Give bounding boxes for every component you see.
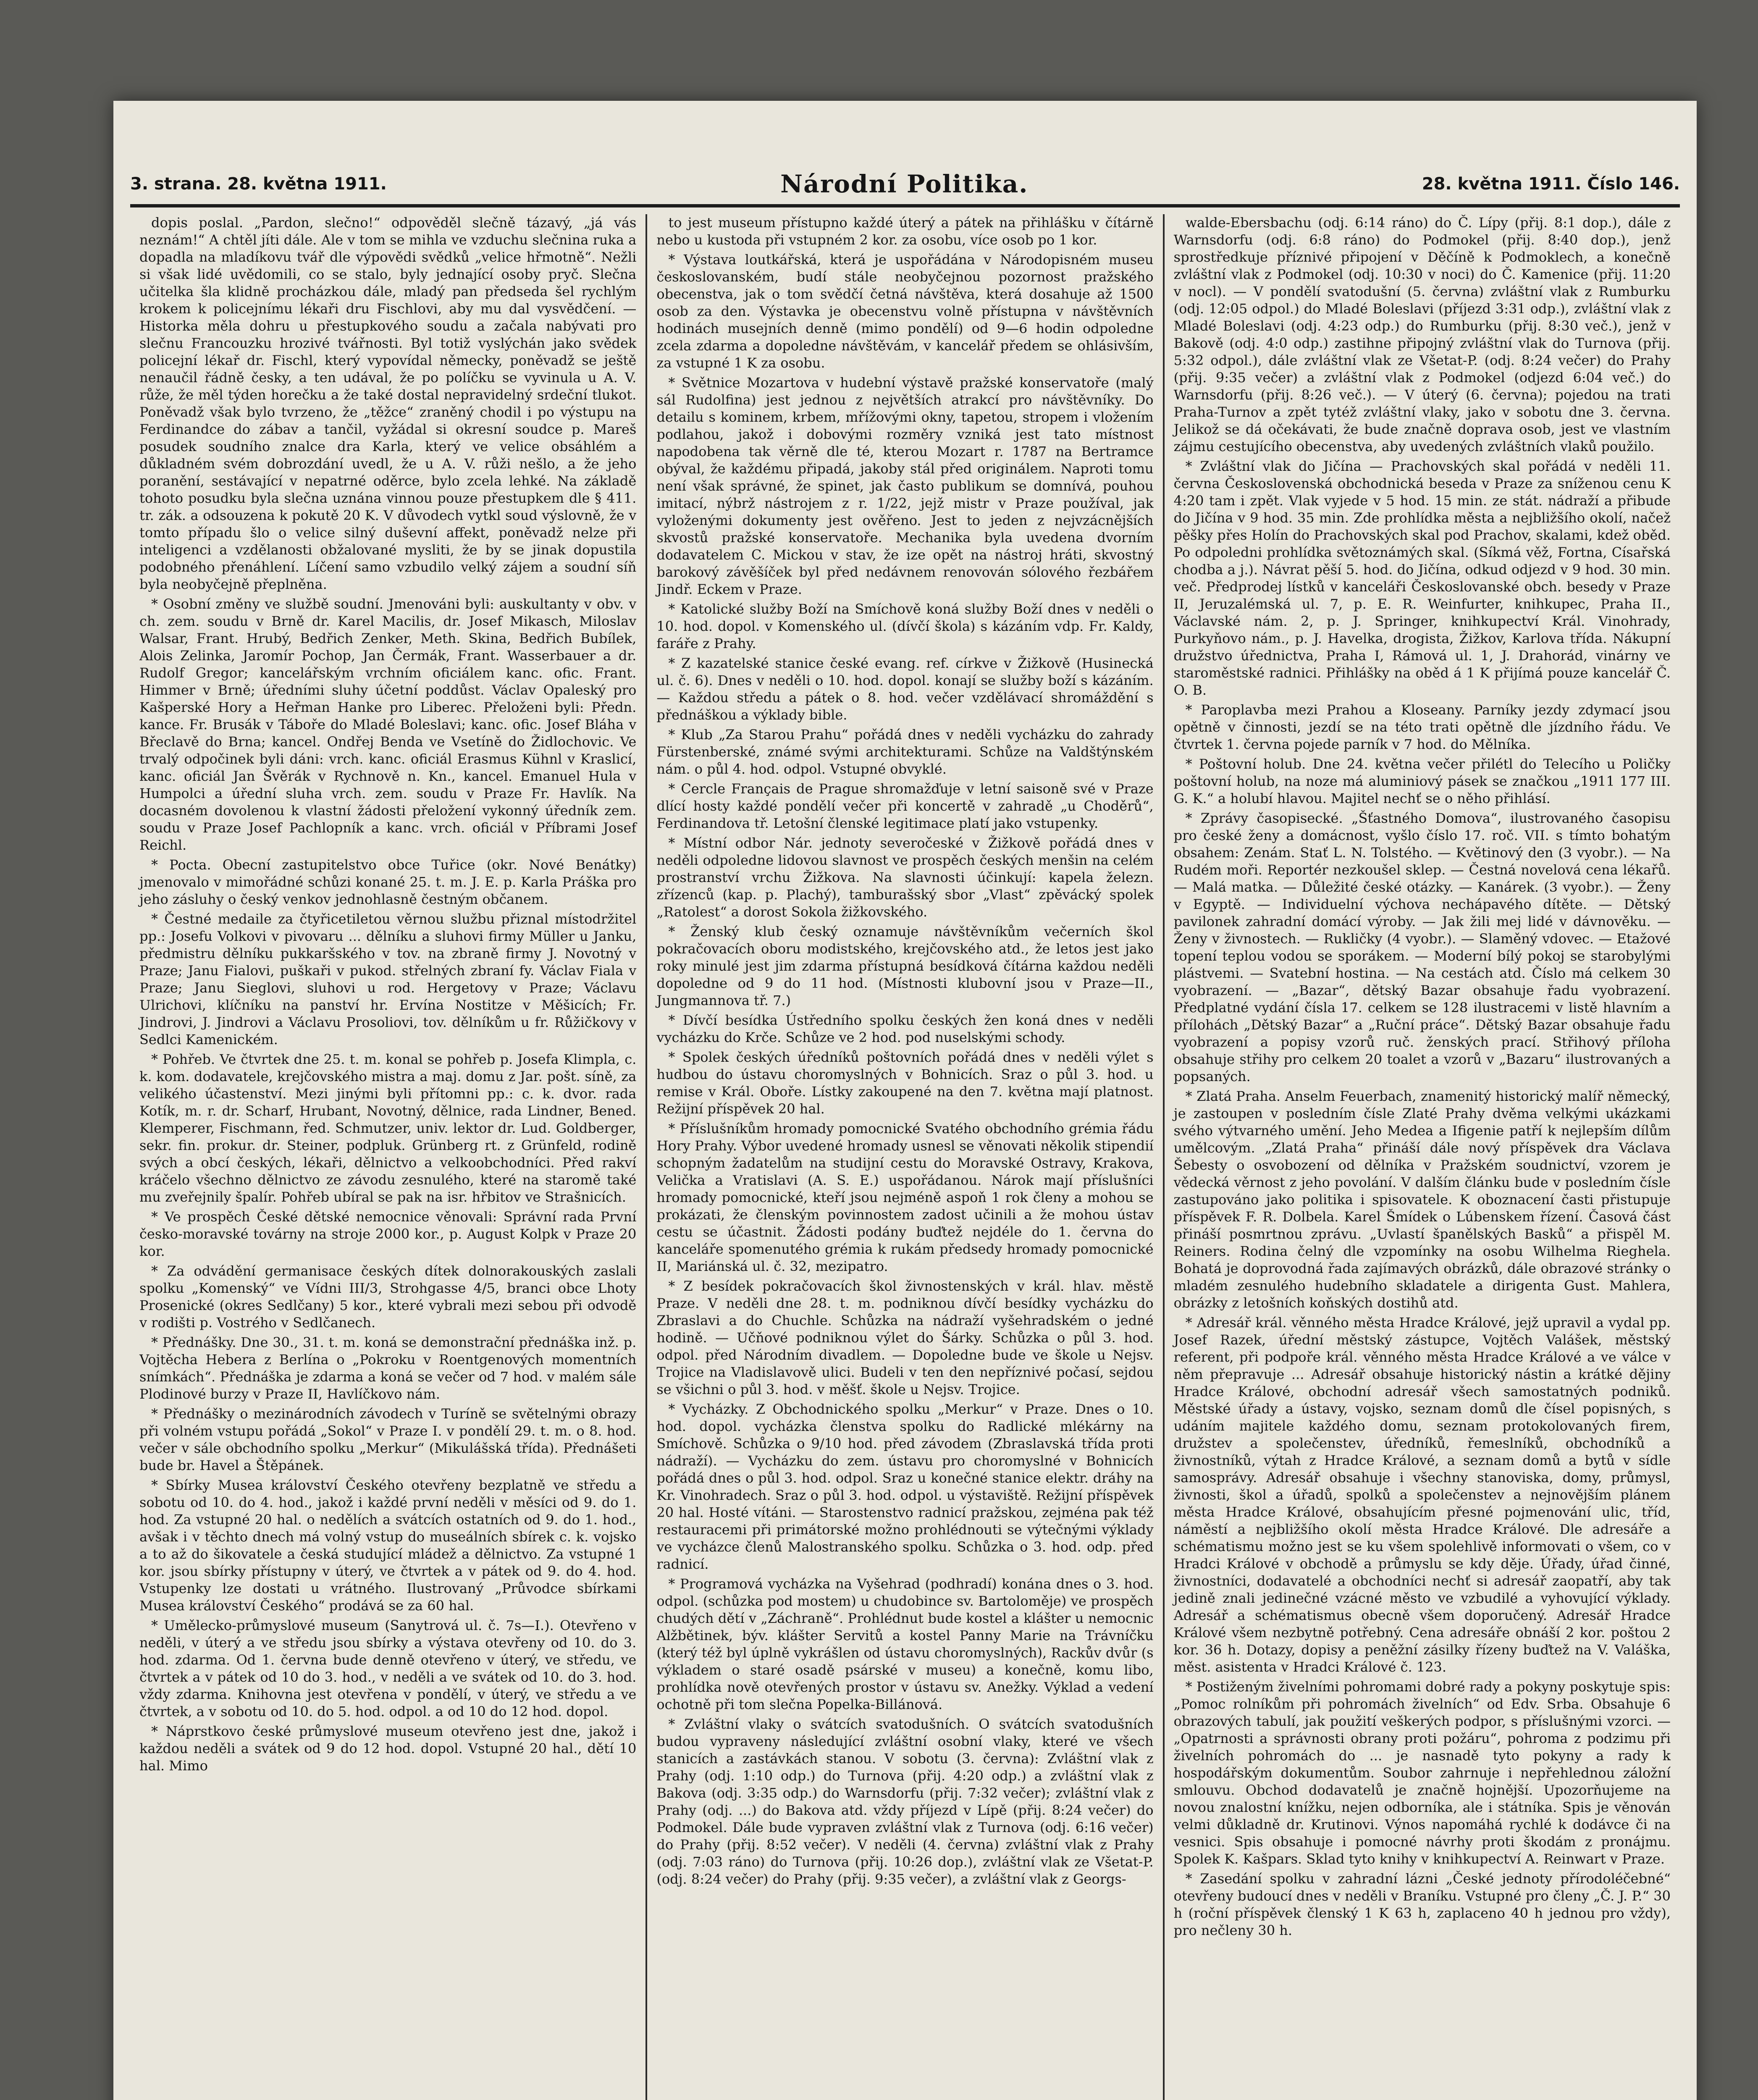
article-paragraph: * Ženský klub český oznamuje návštěvníkům večerních škol pokračovacích oboru modistského, krejčovského atd., že letos jest jako roky minulé jest jim zdarma přístupná besídková čítárna každou neděli dopoledne od 9 do 11 hod. (Místnosti klubovní jsou v Praze—II., Jungmannova tř. 7.) xyxy=(656,924,1154,1008)
article-paragraph: * Poštovní holub. Dne 24. května večer přilétl do Telecího u Poličky poštovní holub, na noze má aluminiový pásek se značkou „1911 177 III. G. K.“ a holubí hlavou. Majitel nechť se o něho přihlásí. xyxy=(1173,756,1671,806)
column-1 xyxy=(130,214,647,2100)
article-paragraph: * Příslušníkům hromady pomocnické Svatého obchodního grémia řádu Hory Prahy. Výbor uvedené hromady usnesl se věnovati několik stipendií schopným žadatelům na studijní cestu do Moravské Ostravy, Krakova, Velička a Vratislavi (A. S. E.) uspořádanou. Nárok mají příslušníci hromady pomocnické, kteří jsou nejméně aspoň 1 rok členy a mohou se prokázati, že členským povinnostem zadost učinili a že mohou ústav cestu se účastnit. Žádosti podány buďtež nejdéle do 1. června do kanceláře spomenutého grémia k rukám předsedy hromady pomocnické II, Mariánská ul. č. 32, mezipatro. xyxy=(656,1121,1154,1274)
article-paragraph: * Zvláštní vlak do Jičína — Prachovských skal pořádá v neděli 11. června Československá obchodnická beseda v Praze za sníženou cenu K 4:20 tam i zpět. Vlak vyjede v 5 hod. 15 min. ze stát. nádraží a přibude do Jičína v 9 hod. 35 min. Zde prohlídka města a nejbližšího okolí, načež pěšky přes Holín do Prachovských skal pod Prachov, skalami, kdež oběd. Po odpoledni prohlídka světoznámých skal. (Síkmá věž, Fortna, Císařská chodba a j.). Návrat pěší 5. hod. do Jičína, odkud odjezd v 9 hod. 30 min. več. Předprodej lístků v kanceláři Českoslovanské obch. besedy v Praze II, Jeruzalémská ul. 7, p. E. R. Weinfurter, knihkupec, Praha II., Václavské nám. 2, p. J. Springer, knihkupectví Král. Vinohrady, Purkyňovo nám., p. J. Havelka, drogista, Žižkov, Karlova třída. Nákupní družstvo úřednictva, Praha I, Rámová ul. 1, J. Drahorád, vinárny ve staroměstské radnici. Přihlášky na oběd á 1 K přijímá pouze kancelář Č. O. B. xyxy=(1173,458,1671,698)
article-paragraph: * Za odvádění germanisace českých dítek dolnorakouských zaslali spolku „Komenský“ ve Vídni III/3, Strohgasse 4/5, branci obce Lhoty Prosenické (okres Sedlčany) 5 kor., které vybrali mezi sebou při odvodě v rodišti p. Vostrého v Sedlčanech. xyxy=(139,1263,637,1331)
article-paragraph: * Spolek českých úředníků poštovních pořádá dnes v neděli výlet s hudbou do ústavu choromyslných v Bohnicích. Sraz o půl 3. hod. u remise v Král. Oboře. Lístky zakoupené na den 7. května mají platnost. Režijní příspěvek 20 hal. xyxy=(656,1049,1154,1117)
article-paragraph: * Místní odbor Nár. jednoty severočeské v Žižkově pořádá dnes v neděli odpoledne lidovou slavnost ve prospěch českých menšin na celém prostranství vrchu Žižkova. Na slavnosti účinkují: kapela železn. zřízenců (kap. p. Plachý), tamburašský sbor „Vlast“ zpěvácký spolek „Ratolest“ a dorost Sokola žižkovského. xyxy=(656,835,1154,920)
article-paragraph: * Zlatá Praha. Anselm Feuerbach, znamenitý historický malíř německý, je zastoupen v posledním čísle Zlaté Prahy dvěma velkými ukázkami svého výtvarného umění. Jeho Medea a Ifigenie patří k nejlepším dílům umělcovým. „Zlatá Praha“ přináší dále nový příspěvek dra Václava Šebesty o osvobození od dělníka v Pražském soudnictví, vzorem je vědecká věrnost z jeho povolání. V dalším článku bude v posledním čísle zastupováno jako politika i spisovatele. K oboznacení časti přistupuje příspěvek F. R. Dolbela. Karel Šmídek o Lúbenskem řízení. Časová část přináší posmrtnou zprávu. „Uvlastí španělských Basků“ a přispěl M. Reiners. Rodina čelný dle vzpomínky na osobu Wilhelma Rieghela. Bohatá je doprovodná řada zajímavých obrázků, dále obrazové stránky o mladém zesnulého hudebního skladatele a dirigenta Gust. Mahlera, obrázky z letošních koňských dostihů atd. xyxy=(1173,1088,1671,1311)
article-paragraph: * Pohřeb. Ve čtvrtek dne 25. t. m. konal se pohřeb p. Josefa Klimpla, c. k. kom. dodavatele, krejčovského mistra a maj. domu z Jar. pošt. síně, za velikého účastenství. Mezi jinými byli přítomni pp.: c. k. dvor. rada Kotík, m. r. dr. Scharf, Hrubant, Novotný, dělnice, rada Lindner, Bened. Klemperer, Fischmann, řed. Schmutzer, univ. lektor dr. Lud. Goldberger, sekr. fin. prokur. dr. Steiner, podpluk. Grünberg rt. z Grünfeld, rodině svých a obcí českých, lékaři, dělnictvo a velkoobchodníci. Před rakví kráčelo všechno dělnictvo ze závodu zesnulého, které na staromě také mu zveřejnily špalír. Pohřeb ubíral se pak na isr. hřbitov ve Strašnicích. xyxy=(139,1051,637,1205)
article-paragraph: * Postiženým živelními pohromami dobré rady a pokyny poskytuje spis: „Pomoc rolníkům při pohromách živelních“ od Edv. Srba. Obsahuje 6 obrazových tabulí, jak použití veškerých podpor, s příslušnými vzorci. — „Opatrnosti a správnosti obrany proti požáru“, pohroma z podzimu při živelních pohromách do ... je nasnadě tyto pokyny a rady k hospodářským dokumentům. Soubor zahrnuje i nepřehlednou záložní smlouvu. Obchod dodavatelů je značně hojnější. Upozorňujeme na novou znalostní knížku, nejen odborníka, ale i státníka. Spis je věnován velmi důkladně dr. Krutinovi. Výnos napomáhá rychlé k dodávce či na vesnici. Spis obsahuje i pomocné návrhy proti škodám z pronájmu. Spolek K. Kašpars. Sklad tyto knihy v knihkupectví A. Reinwart v Praze. xyxy=(1173,1679,1671,1867)
page-number: 3. strana. 28. května 1911. xyxy=(130,174,387,194)
article-paragraph: * Zvláštní vlaky o svátcích svatodušních. O svátcích svatodušních budou vypraveny následující zvláštní osobní vlaky, které ve všech stanicích a zastávkách stanou. V sobotu (3. června): Zvláštní vlak z Prahy (odj. 1:10 odp.) do Turnova (přij. 4:20 odp.) a zvláštní vlak z Bakova (odj. 3:35 odp.) do Warnsdorfu (přij. 7:32 večer); zvláštní vlak z Prahy (odj. ...) do Bakova atd. vždy příjezd v Lípě (přij. 8:24 večer) do Podmokel. Dále bude vypraven zvláštní vlak z Turnova (odj. 6:16 večer) do Prahy (přij. 8:52 večer). V neděli (4. června) zvláštní vlak z Prahy (odj. 7:03 ráno) do Turnova (přij. 10:26 dop.), zvláštní vlak ze Všetat-P. (odj. 8:24 večer) do Prahy (přij. 9:35 večer), a zvláštní vlak z Georgs- xyxy=(656,1716,1154,1887)
article-paragraph: * Světnice Mozartova v hudební výstavě pražské konservatoře (malý sál Rudolfina) jest jednou z největších atrakcí pro návštěvníky. Do detailu s kominem, krbem, mřížovými okny, tapetou, stropem i vložením podlahou, jakož i dobovými rozměry vzniká jest tato místnost napodobena tak věrně dle té, kterou Mozart r. 1787 na Bertramce obýval, že každému připadá, jakoby stál před originálem. Naproti tomu není však správné, že spinet, jak často publikum se domnívá, pouhou imitací, nýbrž nástrojem z r. 1/22, jejž mistr v Praze používal, jak vyloženými dokumenty jest ověřeno. Jest to jeden z nejvzácnějších skvostů pražské konservatoře. Mechanika byla uvedena dvorním dodavatelem C. Mickou v stav, že ize opět na nástroj hráti, skvostný barokový závěšíček byl před nedávnem renovován sólového řezbářem Jindř. Eckem v Praze. xyxy=(656,375,1154,597)
article-paragraph: * Klub „Za Starou Prahu“ pořádá dnes v neděli vycházku do zahrady Fürstenberské, známé svými architekturami. Schůze na Valdštýnském nám. o půl 4. hod. odpol. Vstupné obvyklé. xyxy=(656,727,1154,777)
article-paragraph: * Cercle Français de Prague shromažďuje v letní saisoně své v Praze dlící hosty každé pondělí večer při koncertě v zahradě „u Choděrů“, Ferdinandova tř. Letošní členské legitimace platí jako vstupenky. xyxy=(656,781,1154,831)
article-paragraph: * Adresář král. věnného města Hradce Králové, jejž upravil a vydal pp. Josef Razek, úřední městský zástupce, Vojtěch Valášek, městský referent, při podpoře král. věnného města Hradce Králové a ve válce v něm přepravuje ... Adresář obsahuje historický nástin a krátké dějiny Hradce Králové, obchodní adresář všech samostatných podniků. Městské úřady a ústavy, vojsko, seznam domů dle čísel popisných, s udáním majitele každého domu, seznam protokolovaných firem, družstev a společenstev, úředníků, řemeslníků, obchodníků a živnostníků, výtah z Hradce Králové, a seznam domů a bytů v sídle samosprávy. Adresář obsahuje i všechny stanoviska, domy, průmysl, živnosti, škol a úřadů, spolků a společenstev a nejnovějším plánem města Hradce Králové, obsahujícím přesné pojmenování ulic, tříd, náměstí a nejbližšího okolí města Hradce Králové. Dle adresáře a schématismu možno jest se ku všem spolehlivě informovati o všem, co v Hradci Králové v obchodě a průmyslu se kdy děje. Úřady, úřad činné, živnostníci, dodavatelé a obchodníci nechť si adresář zaopatří, aby tak jedině znali jedinečné vzácné město ve vzbudilé a vyhovující výklady. Adresář a schématismus obecně všem doporučený. Adresář Hradce Králové všem nezbytně potřebný. Cena adresáře obnáší 2 kor. poštou 2 kor. 36 h. Dotazy, dopisy a peněžní zásilky řízeny buďtež na V. Valáška, měst. asistenta v Hradci Králové č. 123. xyxy=(1173,1315,1671,1675)
masthead xyxy=(130,164,1680,207)
article-paragraph: * Pocta. Obecní zastupitelstvo obce Tuřice (okr. Nové Benátky) jmenovalo v mimořádné schůzi konané 25. t. m. J. E. p. Karla Práška pro jeho zásluhy o český venkov jednohlasně čestným občanem. xyxy=(139,857,637,907)
article-paragraph: * Výstava loutkářská, která je uspořádána v Národopisném museu českoslovanském, budí stále neobyčejnou pozornost pražského obecenstva, jak o tom svědčí četná návštěva, která dosahuje až 1500 osob za den. Výstavka je obecenstvu volně přístupna v návštěvních hodinách musejních denně (mimo pondělí) od 9—6 hodin odpoledne zcela zdarma a dopoledne návštěvám, v kancelář předem se ohlásivším, za vstupné 1 K za osobu. xyxy=(656,252,1154,371)
newspaper-page xyxy=(113,101,1697,2100)
article-paragraph: * Náprstkovo české průmyslové museum otevřeno jest dne, jakož i každou neděli a svátek od 9 do 12 hod. dopol. Vstupné 20 hal., dětí 10 hal. Mimo xyxy=(139,1723,637,1774)
newspaper-title: Národní Politika. xyxy=(780,170,1029,198)
article-paragraph: dopis poslal. „Pardon, slečno!“ odpověděl slečně tázavý, „já vás neznám!“ A chtěl jíti dále. Ale v tom se mihla ve vzduchu slečnina ruka a dopadla na mladíkovu tvář dle výpovědi svědků „velice hřmotně“. Nežli si však lidé uvědomili, co se stalo, byly jednající osoby pryč. Slečna učitelka šla klidně procházkou dále, mladý pan předseda šel rychlým krokem k policejnímu lékaři dru Fischlovi, aby mu dal vysvědčení. — Historka měla dohru u přestupkového soudu a začala nabývati pro slečnu Francouzku hrozivé tvářnosti. Byl totiž vyslýchán jako svědek policejní lékař dr. Fischl, který vypovídal německy, poněvadž se ještě nenaučil řádně česky, a ten udával, že po políčku se vyvinula u A. V. růže, že měl týden horečku a že také dostal nepravidelný srdeční tlukot. Poněvadž však bylo tvrzeno, že „těžce“ zraněný chodil i po výstupu na Ferdinandce do zábav a tančil, vyžádal si okresní soudce p. Mareš posudek soudního znalce dra Karla, který ve velice obsáhlém a důkladném svém dobrozdání uvedl, že u A. V. růži nešlo, a že jeho poranění, sestávající v nepatrné oděrce, bylo zcela lehké. Na základě tohoto posudku byla slečna uznána vinnou pouze přestupkem dle § 411. tr. zák. a odsouzena k pokutě 20 K. V důvodech vytkl soud výslovně, že v tomto případu šlo o velice silný duševní affekt, poněvadž nelze při inteligenci a vzdělanosti obžalované mysliti, že by se jinak dopustila podobného přenáhlení. Líčení samo vzbudilo velký zájem a soudní síň byla neobyčejně přeplněna. xyxy=(139,215,637,592)
article-paragraph: * Osobní změny ve službě soudní. Jmenováni byli: auskultanty v obv. v ch. zem. soudu v Brně dr. Karel Macilis, dr. Josef Mikasch, Miloslav Walsar, Frant. Hrubý, Bedřich Zenker, Meth. Skina, Bedřich Bubílek, Alois Zelinka, Jaromír Pochop, Jan Čermák, Frant. Wasserbauer a dr. Rudolf Gregor; kancelářským vrchním oficiálem kanc. ofic. Frant. Himmer v Brně; úředními sluhy účetní poddůst. Václav Opaleský pro Kašperské Hory a Heřman Hanke pro Liberec. Přeloženi byli: Předn. kance. Fr. Brusák v Táboře do Mladé Boleslavi; kanc. ofic. Josef Bláha v Břeclavě do Brna; kancel. Ondřej Benda ve Vsetíně do Židlochovic. Ve trvalý odpočinek byli dáni: vrch. kanc. oficiál Erasmus Kühnl v Kraslicí, kanc. oficiál Jan Švěrák v Rychnově n. Kn., kancel. Emanuel Hula v Humpolci a úřední sluha vrch. zem. soudu v Praze Fr. Havlík. Na docasném dovolenou k vlastní žádosti přeložení vykonný úředník zem. soudu v Praze Josef Pachlopník a kanc. vrch. oficiál v Příbrami Josef Reichl. xyxy=(139,596,637,853)
article-paragraph: * Sbírky Musea království Českého otevřeny bezplatně ve středu a sobotu od 10. do 4. hod., jakož i každé první neděli v měsíci od 9. do 1. hod. Za vstupné 20 hal. o nedělích a svátcích ostatních od 9. do 1. hod., avšak i v těchto dnech má volný vstup do museálních sbírek c. k. vojsko a to až do šikovatele a česká studující mládež a dělnictvo. Za vstupné 1 kor. jsou sbírky přístupny v úterý, ve čtvrtek a v pátek od 9. do 4. hod. Vstupenky lze dostati u vrátného. Ilustrovaný „Průvodce sbírkami Musea království Českého“ prodává se za 60 hal. xyxy=(139,1477,637,1614)
article-paragraph: * Vycházky. Z Obchodnického spolku „Merkur“ v Praze. Dnes o 10. hod. dopol. vycházka členstva spolku do Radlické mlékárny na Smíchově. Schůzka o 9/10 hod. před závodem (Zbraslavská třída proti nádraží). — Vycházku do zem. ústavu pro choromyslné v Bohnicích pořádá dnes o půl 3. hod. odpol. Sraz u konečné stanice elektr. dráhy na Kr. Vinohradech. Sraz o půl 3. hod. odpol. u výstaviště. Režijní příspěvek 20 hal. Hosté vítáni. — Starostenstvo radnicí pražskou, zejména pak též restauracemi při primátorské možno prohlédnouti se výtečnými výklady ve vycházce členů Malostranského spolku. Schůzka o 3. hod. odp. před radnicí. xyxy=(656,1401,1154,1572)
article-paragraph: * Z besídek pokračovacích škol živnostenských v král. hlav. městě Praze. V neděli dne 28. t. m. podniknou dívčí besídky vycházku do Zbraslavi a do Chuchle. Schůzka na nádraží vyšehradském o jedné hodině. — Učňové podniknou výlet do Šárky. Schůzka o půl 3. hod. odpol. před Národním divadlem. — Dopoledne bude ve škole u Nejsv. Trojice na Vladislavově ulici. Budeli v ten den nepříznivé počasí, sejdou se všichni o půl 3. hod. v měšť. škole u Nejsv. Trojice. xyxy=(656,1278,1154,1397)
article-paragraph: * Z kazatelské stanice české evang. ref. církve v Žižkově (Husinecká ul. č. 6). Dnes v neděli o 10. hod. dopol. konají se služby boží s kázáním. — Každou středu a pátek o 8. hod. večer vzdělávací shromáždění s přednáškou a výklady bible. xyxy=(656,655,1154,723)
issue-date-number: 28. května 1911. Číslo 146. xyxy=(1422,174,1680,194)
article-paragraph: walde-Ebersbachu (odj. 6:14 ráno) do Č. Lípy (přij. 8:1 dop.), dále z Warnsdorfu (odj. 6:8 ráno) do Podmokel (přij. 8:40 dop.), jenž sprostředkuje příznivé připojení v Děčíně k Podmoklech, a konečně zvláštní vlak z Podmokel (odj. 10:30 v noci) do Č. Kamenice (přij. 11:20 v nocl). — V pondělí svatodušní (5. června) zvláštní vlak z Rumburku (odj. 12:05 odpol.) do Mladé Boleslavi (příjezd 3:31 odp.), zvláštní vlak z Mladé Boleslavi (odj. 4:23 odp.) do Rumburku (přij. 8:30 več.), jenž v Bakově (odj. 4:0 odp.) zastihne připojný zvláštní vlak do Turnova (přij. 5:32 odpol.), dále zvláštní vlak ze Všetat-P. (odj. 8:24 večer) do Prahy (přij. 9:35 večer) a zvláštní vlak z Podmokel (odjezd 6:04 več.) do Warnsdorfu (přij. 8:26 več.). — V úterý (6. června); pojedou na trati Praha-Turnov a zpět tytéž zvláštní vlaky, jako v sobotu dne 3. června. Jelikož se dá očekávati, že bude značně doprava osob, jest ve vlastním zájmu cestujícího obecenstva, aby uvedených zvláštních vlaků použilo. xyxy=(1173,215,1671,454)
article-paragraph: to jest museum přístupno každé úterý a pátek na přihlášku v čítárně nebo u kustoda při vstupném 2 kor. za osobu, více osob po 1 kor. xyxy=(656,215,1154,248)
article-paragraph: * Čestné medaile za čtyřicetiletou věrnou službu přiznal místodržitel pp.: Josefu Volkovi v pivovaru ... dělníku a sluhovi firmy Müller u Janku, předmistru dělníku pukkaršského v tov. na zbraně firmy J. Novotný v Praze; Janu Fialovi, puškaři v pukod. střelných zbraní fy. Václav Fiala v Praze; Janu Sieglovi, sluhovi u rod. Hergetovy v Praze; Václavu Ulrichovi, klíčníku na panství hr. Ervína Nostitze v Měšicích; Fr. Jindrovi, J. Jindrovi a Václavu Prosoliovi, tov. dělníkům u fr. Růžičkovy v Sedlci Kamenickém. xyxy=(139,911,637,1047)
article-paragraph: * Katolické služby Boží na Smíchově koná služby Boží dnes v neděli o 10. hod. dopol. v Komenského ul. (dívčí škola) s kázáním vdp. Fr. Kaldy, faráře z Prahy. xyxy=(656,601,1154,651)
article-paragraph: * Zasedání spolku v zahradní lázni „České jednoty přírodoléčebné“ otevřeny budoucí dnes v neděli v Braníku. Vstupné pro členy „Č. J. P.“ 30 h (roční příspěvek členský 1 K 63 h, zaplaceno 40 h jednou pro vždy), pro nečleny 30 h. xyxy=(1173,1871,1671,1938)
article-paragraph: * Ve prospěch České dětské nemocnice věnovali: Správní rada První česko-moravské továrny na stroje 2000 kor., p. August Kolpk v Praze 20 kor. xyxy=(139,1209,637,1259)
article-paragraph: * Dívčí besídka Ústředního spolku českých žen koná dnes v neděli vycházku do Krče. Schůze ve 2 hod. pod nuselskými schody. xyxy=(656,1012,1154,1045)
article-paragraph: * Paroplavba mezi Prahou a Kloseany. Parníky jezdy zdymací jsou opětně v činnosti, jezdí se na této trati opětně dle jízdního řádu. Ve čtvrtek 1. června pojede parník v 7 hod. do Mělníka. xyxy=(1173,702,1671,752)
column-2 xyxy=(647,214,1164,2100)
text-columns xyxy=(130,214,1680,2100)
column-3 xyxy=(1165,214,1680,2100)
article-paragraph: * Umělecko-průmyslové museum (Sanytrová ul. č. 7s—I.). Otevřeno v neděli, v úterý a ve středu jsou sbírky a výstava otevřeny od 10. do 3. hod. zdarma. Od 1. června bude denně otevřeno v úterý, ve středu, ve čtvrtek a v pátek od 10 do 3. hod., v neděli a ve svátek od 10. do 3. hod. vždy zdarma. Knihovna jest otevřena v pondělí, v úterý, ve středu a ve čtvrtek, a v sobotu od 10. do 5. hod. odpol. a od 10 do 12 hod. dopol. xyxy=(139,1617,637,1719)
article-paragraph: * Přednášky o mezinárodních závodech v Turíně se světelnými obrazy při volném vstupu pořádá „Sokol“ v Praze I. v pondělí 29. t. m. o 8. hod. večer v sále obchodního spolku „Merkur“ (Mikulášská třída). Přednášeti bude br. Havel a Štěpánek. xyxy=(139,1406,637,1473)
article-paragraph: * Programová vycházka na Vyšehrad (podhradí) konána dnes o 3. hod. odpol. (schůzka pod mostem) u chudobince sv. Bartoloměje) ve prospěch chudých dětí v „Záchraně“. Prohlédnut bude kostel a klášter u nemocnic Alžbětinek, býv. klášter Servitů a kostel Panny Marie na Trávníčku (který též byl úplně vykrášlen od ústavu choromyslných), Rackův dvůr (s výkladem o staré osadě psárské v museu) a konečně, komu libo, prohlídka nově otevřených prostor v ústavu sv. Anežky. Výklad a vedení ochotně při tom slečna Popelka-Billánová. xyxy=(656,1576,1154,1712)
article-paragraph: * Zprávy časopisecké. „Šťastného Domova“, ilustrovaného časopisu pro české ženy a domácnost, vyšlo číslo 17. roč. VII. s tímto bohatým obsahem: Zenám. Stať L. N. Tolstého. — Květinový den (3 vyobr.). — Na Rudém moři. Reportér nezkoušel sklep. — Čestná novelová cena lékařů. — Malá matka. — Důležité české otázky. — Kanárek. (3 vyobr.). — Ženy v Egyptě. — Individuelní výchova nechápavého dítěte. — Dětský pavilonek zahradní domácí výroby. — Jak žili mej lidé v dávnověku. — Ženy v živnostech. — Rukličky (4 vyobr.). — Slaměný vdovec. — Etažové topení teplou vodou se sporákem. — Moderní bílý pokoj se starobylými plástvemi. — Svatební hostina. — Na cestách atd. Číslo má celkem 30 vyobrazení. — „Bazar“, dětský Bazar obsahuje řadu vyobrazení. Předplatné vydání čísla 17. celkem se 128 ilustracemi v listě hlavním a přílohách „Dětský Bazar“ a „Ruční práce“. Dětský Bazar obsahuje řadu vyobrazení a popisy vzorů ruč. ženských prací. Střihový příloha obsahuje střihy pro celkem 20 toalet a vzorů v „Bazaru“ ilustrovaných a popsaných. xyxy=(1173,810,1671,1084)
article-paragraph: * Přednášky. Dne 30., 31. t. m. koná se demonstrační přednáška inž. p. Vojtěcha Hebera z Berlína o „Pokroku v Roentgenových momentních snímkách“. Přednáška je zdarma a koná se večer od 7 hod. v malém sále Plodinové burzy v Praze II, Havlíčkovo nám. xyxy=(139,1334,637,1402)
